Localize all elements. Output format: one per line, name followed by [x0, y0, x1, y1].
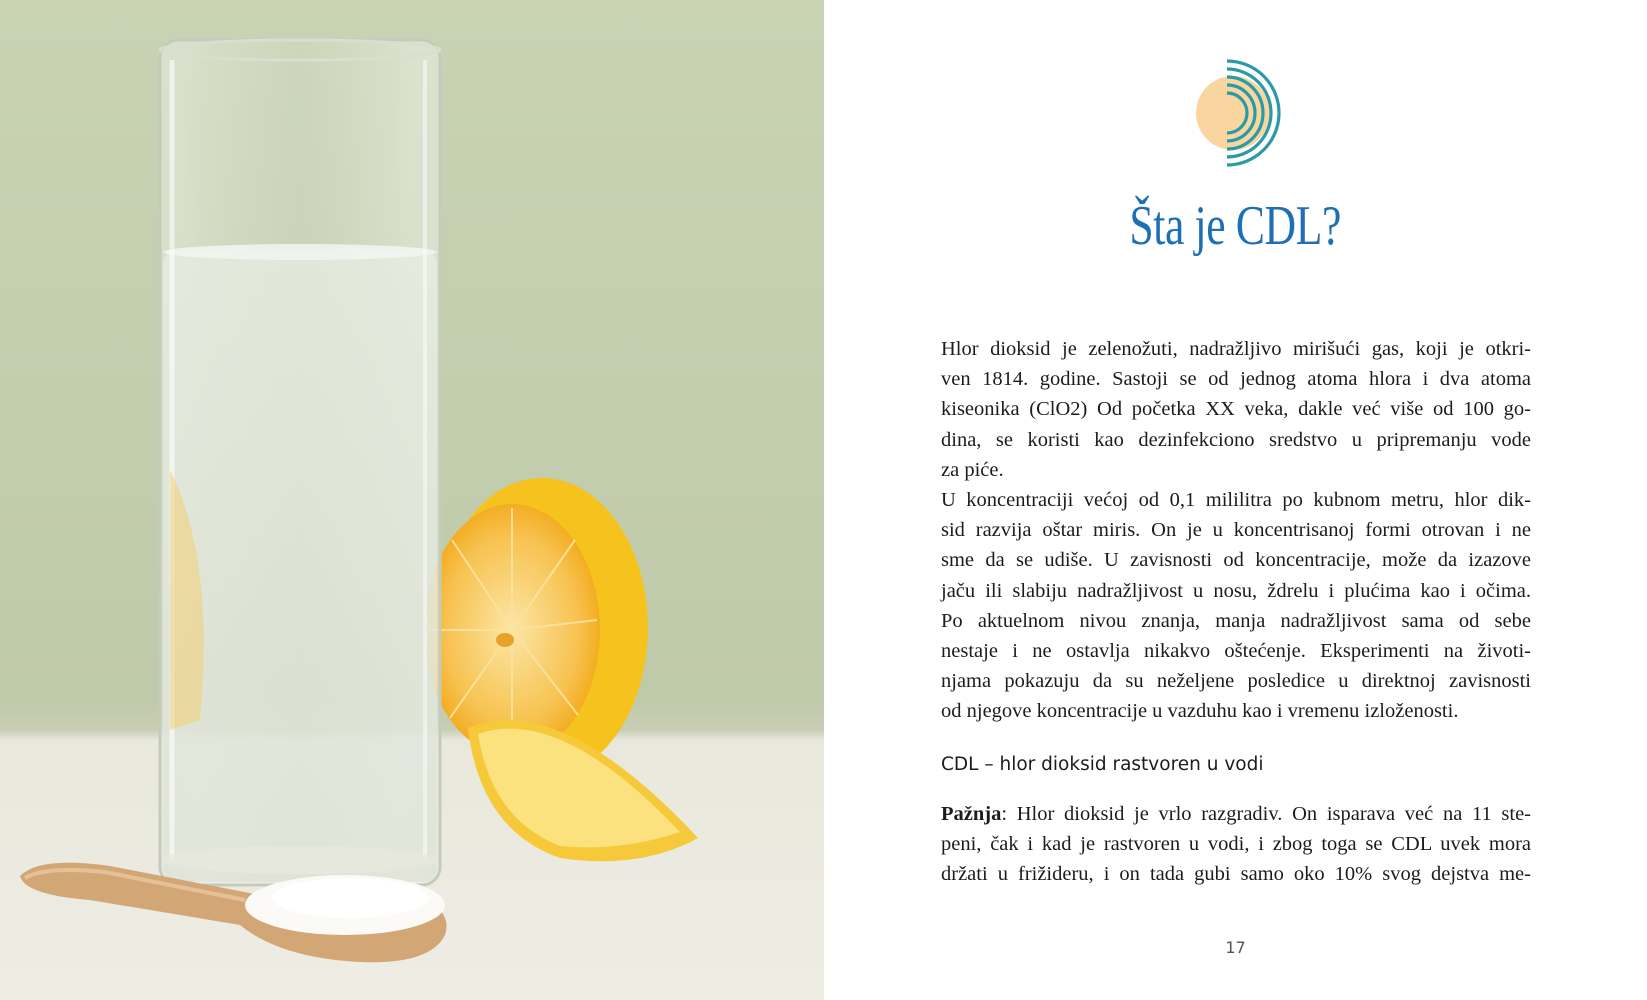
paragraph-2-line: od njegove koncentracije u vazduhu kao i vremenu izloženosti.	[941, 700, 1459, 723]
page-title: Šta je CDL?	[1129, 195, 1341, 257]
note-line	[941, 799, 1531, 829]
subheading: CDL – hlor dioksid rastvoren u vodi	[941, 754, 1264, 775]
paragraph-2-line: sid razvija oštar miris. On je u koncentrisanoj formi otrovan i ne	[941, 519, 1531, 542]
water	[163, 250, 437, 882]
paragraph-1-line: ven 1814. godine. Sastoji se od jednog atoma hlora i dva atoma	[941, 368, 1531, 391]
paragraph-2-line: sme da se udiše. U zavisnosti od koncentracije, može da izazove	[941, 549, 1531, 572]
note-line: držati u frižideru, i on tada gubi samo oko 10% svog dejstva me-	[941, 863, 1531, 886]
text-page	[824, 0, 1647, 1000]
note-label: Pažnja	[941, 803, 1002, 825]
paragraph-2-line: njama pokazuju da su neželjene posledice u direktnoj zavisnosti	[941, 670, 1531, 693]
note-line: peni, čak i kad je rastvoren u vodi, i zbog toga se CDL uvek mora	[941, 833, 1531, 856]
paragraph-1-line: dina, se koristi kao dezinfekciono sredstvo u pripremanju vode	[941, 428, 1531, 451]
body-text	[941, 334, 1531, 727]
note-paragraph	[941, 799, 1531, 890]
paragraph-2-line: jaču ili slabiju nadražljivost u nosu, ždrelu i plućima kao i očima.	[941, 579, 1531, 602]
paragraph-2-line: nestaje i ne ostavlja nikakvo oštećenje. Eksperimenti na životi-	[941, 640, 1531, 663]
paragraph-1-line: Hlor dioksid je zelenožuti, nadražljivo mirišući gas, koji je otkri-	[941, 338, 1531, 360]
paragraph-1-line: za piće.	[941, 458, 1004, 481]
page-number: 17	[1225, 938, 1246, 957]
paragraph-1-line: kiseonika (ClO2) Od početka XX veka, dakle već više od 100 go-	[941, 398, 1531, 421]
paragraph-2-line: U koncentraciji većoj od 0,1 mililitra po kubnom metru, hlor dik-	[941, 489, 1531, 512]
sun-waves-logo-icon	[1187, 55, 1295, 173]
paragraph-2-line: Po aktuelnom nivou znanja, manja nadražljivost sama od sebe	[941, 609, 1531, 632]
note-first-line-text: : Hlor dioksid je vrlo razgradiv. On isparava već na 11 ste-	[1001, 803, 1531, 825]
